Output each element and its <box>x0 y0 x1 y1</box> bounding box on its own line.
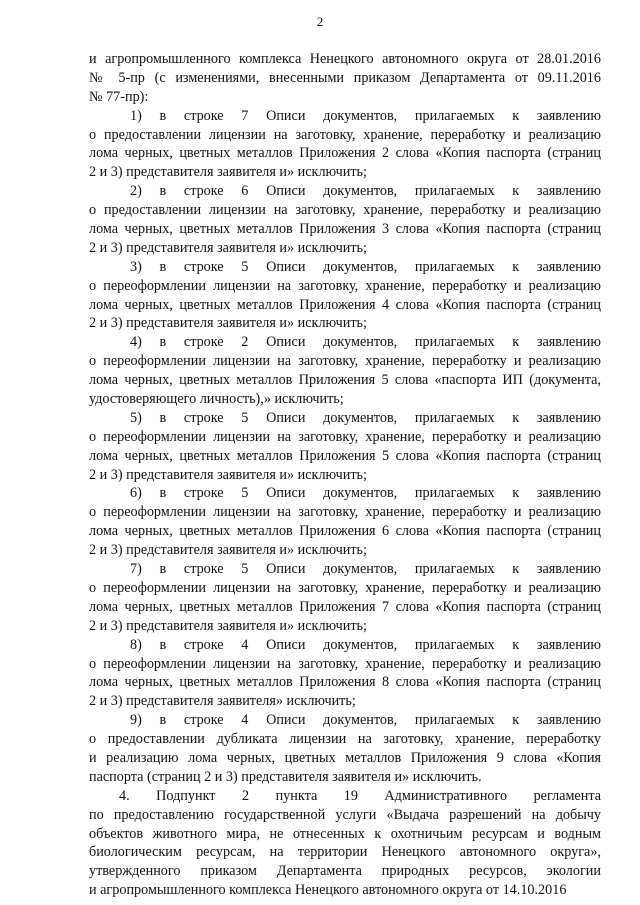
text-line: о переоформлении лицензии на заготовку, хранение, переработку и реализацию <box>89 504 601 521</box>
paragraph <box>89 258 601 334</box>
paragraph <box>89 787 601 900</box>
text-line: 4) в строке 2 Описи документов, прилагаемых к заявлению <box>130 334 601 351</box>
text-line: паспорта (страниц 2 и 3) представителя заявителя и» исключить. <box>89 768 482 785</box>
text-line: по предоставлению государственной услуги «Выдача разрешений на добычу <box>89 806 601 823</box>
text-line: о предоставлении дубликата лицензии на заготовку, хранение, переработку <box>89 731 601 748</box>
text-line: лома черных, цветных металлов Приложения 8 слова «Копия паспорта (страниц <box>89 674 601 691</box>
text-line: биологическим ресурсам, на территории Ненецкого автономного округа», <box>89 844 601 861</box>
text-line: 7) в строке 5 Описи документов, прилагаемых к заявлению <box>130 561 601 578</box>
paragraph <box>89 711 601 787</box>
text-line: лома черных, цветных металлов Приложения 5 слова «Копия паспорта (страниц <box>89 447 601 464</box>
paragraph <box>89 182 601 258</box>
text-line: 2 и 3) представителя заявителя и» исключить; <box>89 542 367 559</box>
text-line: лома черных, цветных металлов Приложения 7 слова «Копия паспорта (страниц <box>89 598 601 615</box>
paragraph <box>89 409 601 485</box>
text-line: о переоформлении лицензии на заготовку, хранение, переработку и реализацию <box>89 428 601 445</box>
text-line: и реализацию лома черных, цветных металлов Приложения 9 слова «Копия <box>89 749 601 766</box>
text-line: 2) в строке 6 Описи документов, прилагаемых к заявлению <box>130 183 601 200</box>
text-line: о переоформлении лицензии на заготовку, хранение, переработку и реализацию <box>89 655 601 672</box>
text-line: 2 и 3) представителя заявителя и» исключить; <box>89 466 367 483</box>
text-line: 2 и 3) представителя заявителя и» исключить; <box>89 164 367 181</box>
text-line: о предоставлении лицензии на заготовку, хранение, переработку и реализацию <box>89 202 601 219</box>
text-line: лома черных, цветных металлов Приложения 6 слова «Копия паспорта (страниц <box>89 523 601 540</box>
text-line: 9) в строке 4 Описи документов, прилагаемых к заявлению <box>130 712 601 729</box>
paragraph <box>89 333 601 409</box>
text-line: о переоформлении лицензии на заготовку, хранение, переработку и реализацию <box>89 277 601 294</box>
text-line: 6) в строке 5 Описи документов, прилагаемых к заявлению <box>130 485 601 502</box>
paragraph <box>89 107 601 183</box>
text-line: № 77-пр): <box>89 88 149 105</box>
text-line: и агропромышленного комплекса Ненецкого автономного округа от 14.10.2016 <box>89 882 567 899</box>
text-line: о предоставлении лицензии на заготовку, хранение, переработку и реализацию <box>89 126 601 143</box>
text-line: лома черных, цветных металлов Приложения 3 слова «Копия паспорта (страниц <box>89 221 601 238</box>
paragraph <box>89 484 601 560</box>
text-line: лома черных, цветных металлов Приложения 2 слова «Копия паспорта (страниц <box>89 145 601 162</box>
document-body <box>89 50 601 900</box>
text-line: лома черных, цветных металлов Приложения 5 слова «паспорта ИП (документа, <box>89 372 601 389</box>
text-line: лома черных, цветных металлов Приложения 4 слова «Копия паспорта (страниц <box>89 296 601 313</box>
text-line: утвержденного приказом Департамента природных ресурсов, экологии <box>89 863 601 880</box>
text-line: объектов животного мира, не отнесенных к охотничьим ресурсам и водным <box>89 825 601 842</box>
text-line: 2 и 3) представителя заявителя и» исключить; <box>89 617 367 634</box>
text-line: о переоформлении лицензии на заготовку, хранение, переработку и реализацию <box>89 353 601 370</box>
text-line: 2 и 3) представителя заявителя и» исключить; <box>89 239 367 256</box>
text-line: и агропромышленного комплекса Ненецкого автономного округа от 28.01.2016 <box>89 51 601 67</box>
text-line: 8) в строке 4 Описи документов, прилагаемых к заявлению <box>130 636 601 653</box>
text-line: № 5-пр (с изменениями, внесенными приказом Департамента от 09.11.2016 <box>89 69 601 86</box>
paragraph <box>89 636 601 712</box>
text-line: 1) в строке 7 Описи документов, прилагаемых к заявлению <box>130 107 601 124</box>
text-line: 4. Подпункт 2 пункта 19 Административного регламента <box>119 787 601 804</box>
paragraph <box>89 50 601 107</box>
text-line: 2 и 3) представителя заявителя» исключить; <box>89 693 356 710</box>
page-number: 2 <box>316 14 324 29</box>
paragraph <box>89 560 601 636</box>
text-line: 2 и 3) представителя заявителя и» исключить; <box>89 315 367 332</box>
text-line: 5) в строке 5 Описи документов, прилагаемых к заявлению <box>130 409 601 426</box>
text-line: о переоформлении лицензии на заготовку, хранение, переработку и реализацию <box>89 579 601 596</box>
text-line: 3) в строке 5 Описи документов, прилагаемых к заявлению <box>130 258 601 275</box>
text-line: удостоверяющего личность),» исключить; <box>89 391 344 408</box>
